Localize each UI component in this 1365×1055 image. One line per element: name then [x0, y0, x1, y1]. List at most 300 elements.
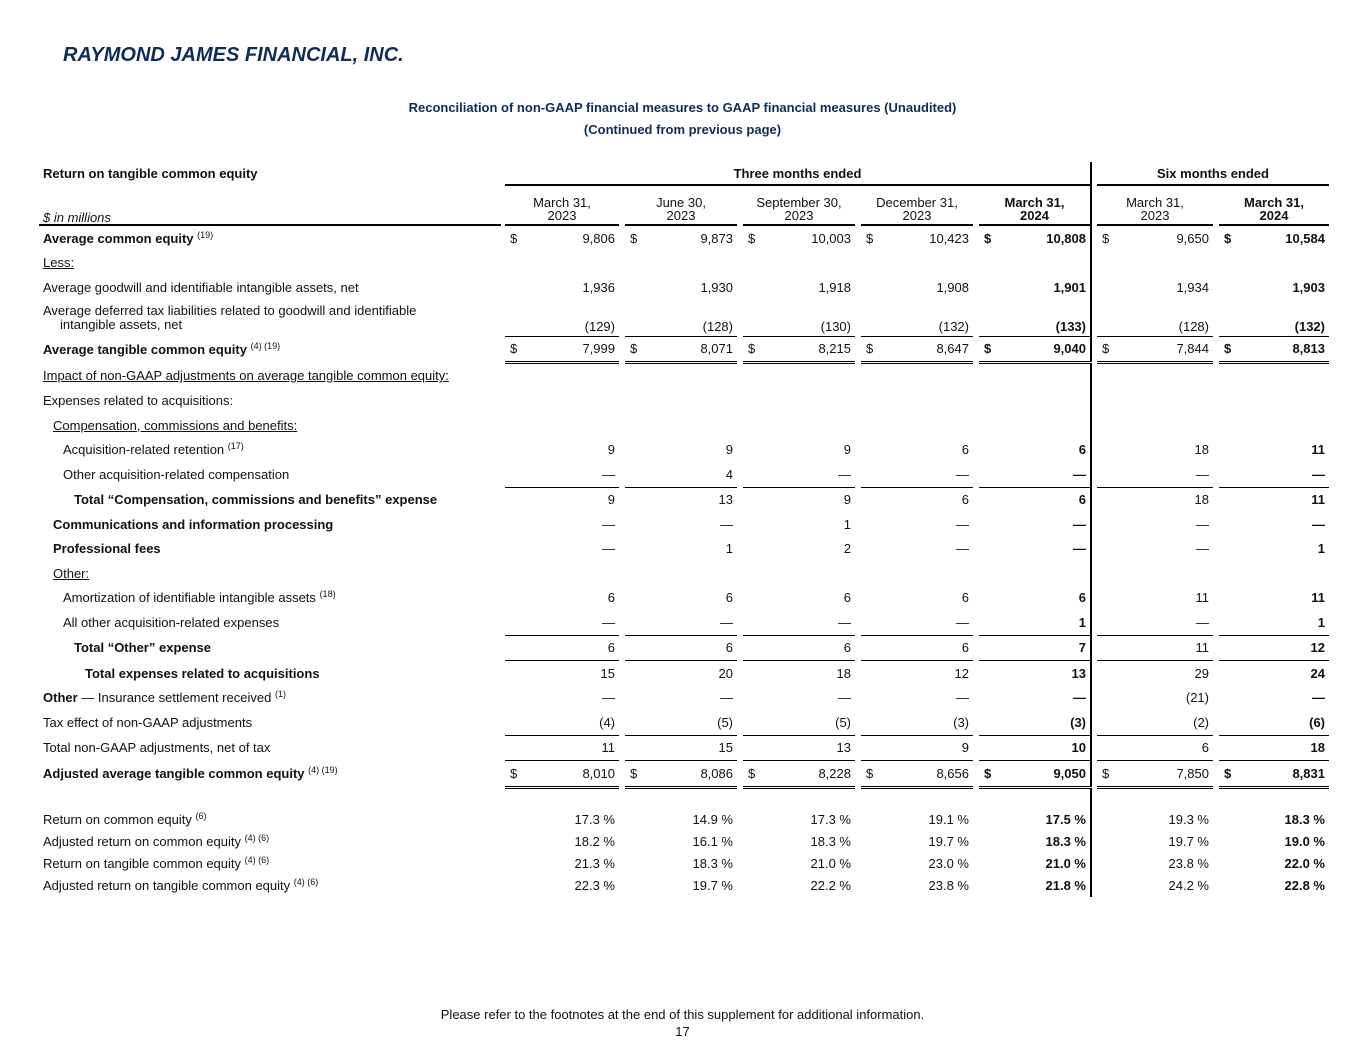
value-cell: 7,999	[523, 336, 619, 363]
value-cell	[997, 363, 1091, 389]
table-row-total-other	[39, 635, 1329, 661]
row-label	[39, 225, 501, 251]
currency-symbol: $	[505, 336, 523, 363]
value-cell: (5)	[835, 714, 851, 730]
currency-symbol: $	[979, 761, 997, 788]
table-row-other-heading	[39, 561, 1329, 586]
currency-symbol	[1097, 561, 1115, 586]
currency-symbol	[1219, 853, 1237, 875]
currency-symbol	[505, 875, 523, 897]
value-cell: 1	[725, 541, 733, 557]
value-cell: 18.3 %	[810, 834, 851, 849]
value-cell: —	[956, 466, 969, 482]
value-cell: 9	[843, 442, 851, 458]
row-label	[39, 512, 501, 537]
currency-symbol	[1219, 561, 1237, 586]
value-cell: 6	[607, 590, 615, 606]
currency-symbol	[743, 809, 761, 831]
value-cell: 6	[1115, 735, 1213, 761]
table-row-expenses-acq	[39, 389, 1329, 414]
value-cell: 9	[725, 442, 733, 458]
currency-symbol	[625, 487, 643, 512]
value-cell	[523, 413, 619, 438]
value-cell	[643, 251, 737, 276]
value-cell	[879, 413, 973, 438]
currency-symbol	[625, 710, 643, 735]
report-title: Reconciliation of non-GAAP financial measures to GAAP financial measures (Unaudited)	[408, 100, 957, 115]
footnote: Please refer to the footnotes at the end of this supplement for additional information.	[440, 1007, 925, 1022]
header-row-periods	[39, 185, 1329, 225]
spacer-cell	[39, 787, 501, 809]
column-header-line2: 2023	[1140, 208, 1170, 223]
row-label-text: Adjusted return on tangible common equity	[43, 878, 291, 893]
value-cell: 9,873	[700, 230, 733, 246]
row-label-text: All other acquisition-related expenses	[63, 615, 280, 630]
currency-symbol	[861, 275, 879, 300]
currency-symbol	[861, 610, 879, 635]
spacer-cell	[1219, 787, 1237, 809]
currency-symbol	[1219, 363, 1237, 389]
value-cell: 15	[643, 735, 737, 761]
value-cell: 18.3 %	[692, 856, 733, 871]
value-cell: 19.1 %	[928, 812, 969, 827]
value-cell: —	[838, 466, 851, 482]
value-cell: 20	[643, 661, 737, 686]
row-label-text: Return on tangible common equity	[43, 856, 242, 871]
value-cell: 12	[1237, 635, 1329, 661]
currency-symbol: $	[866, 230, 874, 246]
currency-symbol	[625, 462, 643, 487]
table-row-other-acq-comp	[39, 462, 1329, 487]
value-cell	[761, 363, 855, 389]
value-cell: 21.0 %	[1045, 856, 1086, 871]
value-cell: 7	[997, 635, 1091, 661]
value-cell	[643, 389, 737, 414]
currency-symbol	[505, 487, 523, 512]
value-cell: 8,071	[643, 336, 737, 363]
currency-symbol	[979, 389, 997, 414]
currency-symbol	[505, 710, 523, 735]
value-cell	[997, 413, 1091, 438]
value-cell: —	[1073, 690, 1086, 706]
value-cell: (3)	[1070, 714, 1086, 730]
value-cell: 10	[997, 735, 1091, 761]
spacer-cell	[523, 787, 619, 809]
currency-symbol	[625, 300, 643, 337]
currency-symbol	[743, 512, 761, 537]
footnote-ref: (19)	[197, 229, 214, 240]
spacer-cell	[1097, 787, 1115, 809]
value-cell: 1	[1317, 614, 1325, 630]
value-cell: (3)	[953, 714, 969, 730]
value-cell: 6	[961, 590, 969, 606]
column-header-line1: March 31,	[1244, 195, 1304, 210]
value-cell: 1,901	[1053, 279, 1086, 295]
value-cell	[997, 561, 1091, 586]
value-cell: 8,647	[879, 336, 973, 363]
currency-symbol: $	[625, 761, 643, 788]
currency-symbol: $	[1219, 336, 1237, 363]
currency-symbol	[1219, 831, 1237, 853]
value-cell: —	[1196, 614, 1209, 630]
currency-symbol	[1097, 735, 1115, 761]
value-cell: (130)	[820, 318, 851, 334]
currency-symbol	[1097, 875, 1115, 897]
currency-symbol	[743, 561, 761, 586]
spacer-cell	[761, 787, 855, 809]
value-cell: 16.1 %	[692, 834, 733, 849]
value-cell: 13	[997, 661, 1091, 686]
value-cell: 9	[523, 487, 619, 512]
row-label-text: Other acquisition-related compensation	[63, 467, 290, 482]
currency-symbol	[505, 389, 523, 414]
currency-symbol	[743, 735, 761, 761]
value-cell: 22.2 %	[810, 878, 851, 893]
value-cell: 23.8 %	[928, 878, 969, 893]
currency-symbol	[1219, 413, 1237, 438]
row-label-text: Compensation, commissions and benefits:	[53, 417, 298, 433]
row-label	[39, 761, 501, 788]
table-row-avg-tangible-equity	[39, 336, 1329, 363]
currency-symbol	[1097, 300, 1115, 337]
currency-symbol	[505, 413, 523, 438]
currency-symbol	[743, 487, 761, 512]
currency-symbol	[625, 661, 643, 686]
currency-symbol	[861, 561, 879, 586]
currency-symbol	[505, 661, 523, 686]
table-row-total-nongaap	[39, 735, 1329, 761]
currency-symbol	[505, 512, 523, 537]
currency-symbol	[1097, 809, 1115, 831]
value-cell: 18.3 %	[1045, 834, 1086, 849]
row-label	[39, 363, 501, 389]
row-label-text: Total “Compensation, commissions and benefits” expense	[74, 492, 438, 507]
value-cell: —	[1073, 466, 1086, 482]
value-cell: 7,850	[1115, 761, 1213, 788]
value-cell: 6	[523, 635, 619, 661]
value-cell	[761, 561, 855, 586]
value-cell: —	[720, 516, 733, 532]
footnote-ref: (4) (6)	[244, 855, 270, 865]
table-row-total-acq	[39, 661, 1329, 686]
value-cell	[1237, 363, 1329, 389]
value-cell: 15	[523, 661, 619, 686]
value-cell: 1	[843, 516, 851, 532]
currency-symbol	[1097, 661, 1115, 686]
value-cell: 8,831	[1237, 761, 1329, 788]
value-cell: —	[1196, 466, 1209, 482]
value-cell	[1237, 251, 1329, 276]
value-cell	[523, 561, 619, 586]
currency-symbol	[1097, 610, 1115, 635]
spacer-cell	[743, 787, 761, 809]
row-label	[39, 853, 501, 875]
currency-symbol	[979, 710, 997, 735]
footnote-ref: (6)	[195, 811, 207, 821]
currency-symbol	[979, 561, 997, 586]
value-cell: —	[1196, 541, 1209, 557]
currency-symbol	[861, 462, 879, 487]
currency-symbol	[1097, 586, 1115, 611]
value-cell: 22.3 %	[574, 878, 615, 893]
header-row-groups	[39, 162, 1329, 185]
currency-symbol	[1219, 875, 1237, 897]
row-label	[39, 413, 501, 438]
row-label	[39, 487, 501, 512]
column-header	[625, 185, 737, 225]
currency-symbol	[979, 413, 997, 438]
currency-symbol: $	[505, 761, 523, 788]
row-label	[39, 586, 501, 611]
value-cell: —	[602, 466, 615, 482]
value-cell: 22.8 %	[1284, 878, 1325, 893]
currency-symbol	[979, 462, 997, 487]
currency-symbol	[625, 586, 643, 611]
currency-symbol	[1097, 487, 1115, 512]
currency-symbol	[505, 462, 523, 487]
column-header-line1: March 31,	[1004, 195, 1065, 210]
value-cell: 1,934	[1176, 279, 1209, 295]
currency-symbol: $	[861, 761, 879, 788]
value-cell: (132)	[938, 318, 969, 334]
value-cell: 24.2 %	[1168, 878, 1209, 893]
value-cell	[643, 413, 737, 438]
currency-symbol	[861, 537, 879, 562]
currency-symbol	[505, 610, 523, 635]
currency-symbol	[1097, 389, 1115, 414]
currency-symbol	[861, 635, 879, 661]
value-cell: 1,918	[818, 279, 851, 295]
column-header-line1: June 30,	[656, 195, 706, 210]
row-label-rest: — Insurance settlement received	[77, 690, 272, 706]
currency-symbol: $	[748, 230, 756, 246]
currency-symbol	[505, 251, 523, 276]
column-header	[505, 185, 619, 225]
column-header-line2: 2024	[1259, 208, 1289, 223]
table-row-avg-goodwill	[39, 275, 1329, 300]
row-label-text: Adjusted average tangible common equity	[43, 766, 305, 782]
table-row-roce	[39, 809, 1329, 831]
value-cell: 10,808	[1046, 230, 1086, 246]
value-cell: 23.0 %	[928, 856, 969, 871]
currency-symbol	[625, 251, 643, 276]
row-label	[39, 831, 501, 853]
spacer-cell	[861, 787, 879, 809]
currency-symbol	[1097, 438, 1115, 463]
value-cell: 11	[1311, 442, 1325, 458]
currency-symbol	[861, 831, 879, 853]
value-cell: —	[838, 690, 851, 706]
value-cell: 7,844	[1115, 336, 1213, 363]
table-row-all-other-acq	[39, 610, 1329, 635]
currency-symbol	[979, 251, 997, 276]
value-cell: —	[956, 614, 969, 630]
currency-symbol: $	[1097, 336, 1115, 363]
currency-symbol	[625, 537, 643, 562]
value-cell: —	[956, 541, 969, 557]
currency-symbol: $	[510, 230, 518, 246]
currency-symbol	[1097, 853, 1115, 875]
currency-symbol	[979, 275, 997, 300]
value-cell	[761, 251, 855, 276]
currency-symbol	[861, 686, 879, 711]
table-row-less	[39, 251, 1329, 276]
currency-symbol	[861, 809, 879, 831]
value-cell: 18	[1237, 735, 1329, 761]
currency-symbol	[1097, 512, 1115, 537]
reconciliation-table	[39, 162, 1329, 897]
value-cell: —	[1196, 516, 1209, 532]
value-cell: 6	[761, 635, 855, 661]
spacer-cell	[1115, 787, 1213, 809]
currency-symbol	[743, 413, 761, 438]
value-cell	[879, 251, 973, 276]
value-cell: 9,650	[1176, 230, 1209, 246]
row-label-text: Other:	[53, 565, 90, 581]
value-cell: 19.0 %	[1284, 834, 1325, 849]
value-cell	[1115, 561, 1213, 586]
currency-symbol	[1219, 661, 1237, 686]
value-cell: (2)	[1193, 714, 1209, 730]
value-cell	[761, 413, 855, 438]
value-cell: 6	[997, 487, 1091, 512]
currency-symbol	[979, 610, 997, 635]
spacer-cell	[997, 787, 1091, 809]
currency-symbol	[979, 735, 997, 761]
value-cell: —	[1073, 541, 1086, 557]
table-row-acq-retention	[39, 438, 1329, 463]
currency-symbol	[625, 512, 643, 537]
row-label-text: Average goodwill and identifiable intangible assets, net	[43, 279, 359, 295]
value-cell: 2	[843, 541, 851, 557]
column-header	[1097, 185, 1213, 225]
row-label-text: Total “Other” expense	[74, 640, 212, 656]
row-label-text: Acquisition-related retention	[63, 442, 225, 458]
value-cell: 11	[1237, 487, 1329, 512]
value-cell	[761, 389, 855, 414]
currency-symbol	[625, 686, 643, 711]
row-label	[39, 710, 501, 735]
currency-symbol	[1097, 710, 1115, 735]
footnote-ref: (4) (6)	[293, 877, 319, 887]
value-cell: 13	[643, 487, 737, 512]
row-label-text: Average common equity	[43, 230, 194, 246]
currency-symbol	[1219, 389, 1237, 414]
table-row-impact-heading	[39, 363, 1329, 389]
table-row-comm-info	[39, 512, 1329, 537]
value-cell: —	[602, 516, 615, 532]
value-cell: 6	[879, 487, 973, 512]
value-cell: 19.3 %	[1168, 812, 1209, 827]
value-cell	[1237, 413, 1329, 438]
currency-symbol	[743, 462, 761, 487]
value-cell: 12	[879, 661, 973, 686]
currency-symbol	[505, 809, 523, 831]
currency-symbol	[979, 661, 997, 686]
currency-symbol	[743, 363, 761, 389]
currency-symbol	[1097, 686, 1115, 711]
table-row-adj-avg-tangible	[39, 761, 1329, 788]
currency-symbol	[505, 686, 523, 711]
row-label-text: Total expenses related to acquisitions	[85, 665, 320, 681]
row-label-text: Communications and information processing	[53, 516, 334, 532]
value-cell	[997, 389, 1091, 414]
value-cell: (5)	[717, 714, 733, 730]
row-label-text: Less:	[43, 255, 75, 271]
currency-symbol	[743, 537, 761, 562]
currency-symbol	[861, 586, 879, 611]
row-label-text: Adjusted return on common equity	[43, 834, 241, 849]
column-header	[1219, 185, 1329, 225]
spacer-row	[39, 787, 1329, 809]
currency-symbol	[861, 389, 879, 414]
value-cell: 18	[1115, 487, 1213, 512]
currency-symbol	[861, 363, 879, 389]
value-cell: 1	[1078, 614, 1086, 630]
value-cell: 21.0 %	[810, 856, 851, 871]
unit-label: $ in millions	[39, 185, 501, 225]
footnote-ref: (4) (19)	[308, 765, 338, 776]
value-cell	[997, 251, 1091, 276]
value-cell	[879, 363, 973, 389]
currency-symbol	[861, 512, 879, 537]
currency-symbol	[743, 438, 761, 463]
value-cell: 1,930	[700, 279, 733, 295]
spacer-cell	[879, 787, 973, 809]
table-row-total-comp	[39, 487, 1329, 512]
column-header-line2: 2023	[784, 208, 814, 223]
value-cell: —	[1312, 516, 1325, 532]
currency-symbol	[979, 438, 997, 463]
value-cell: 18.3 %	[1284, 812, 1325, 827]
value-cell	[879, 561, 973, 586]
currency-symbol	[743, 275, 761, 300]
value-cell: 18	[1194, 442, 1209, 458]
value-cell: —	[1073, 516, 1086, 532]
currency-symbol	[625, 389, 643, 414]
currency-symbol: $	[979, 336, 997, 363]
value-cell: 21.3 %	[574, 856, 615, 871]
table-row-tax-effect	[39, 710, 1329, 735]
currency-symbol	[1097, 831, 1115, 853]
currency-symbol	[625, 735, 643, 761]
row-label-text: Average tangible common equity	[43, 341, 247, 357]
currency-symbol	[505, 735, 523, 761]
company-name: RAYMOND JAMES FINANCIAL, INC.	[63, 44, 404, 66]
currency-symbol	[861, 438, 879, 463]
currency-symbol	[1219, 635, 1237, 661]
value-cell: —	[956, 516, 969, 532]
column-header-line2: 2023	[666, 208, 696, 223]
currency-symbol	[505, 635, 523, 661]
currency-symbol	[625, 275, 643, 300]
value-cell: 21.8 %	[1045, 878, 1086, 893]
group-six-months: Six months ended	[1097, 162, 1329, 185]
row-label	[39, 635, 501, 661]
value-cell: 11	[1195, 590, 1209, 606]
currency-symbol	[1219, 300, 1237, 337]
currency-symbol	[625, 438, 643, 463]
currency-symbol	[505, 537, 523, 562]
currency-symbol	[1097, 462, 1115, 487]
currency-symbol	[1219, 487, 1237, 512]
currency-symbol	[1097, 251, 1115, 276]
value-cell	[1115, 413, 1213, 438]
value-cell: —	[602, 690, 615, 706]
spacer-cell	[1237, 787, 1329, 809]
currency-symbol	[743, 853, 761, 875]
column-header-line2: 2023	[547, 208, 577, 223]
